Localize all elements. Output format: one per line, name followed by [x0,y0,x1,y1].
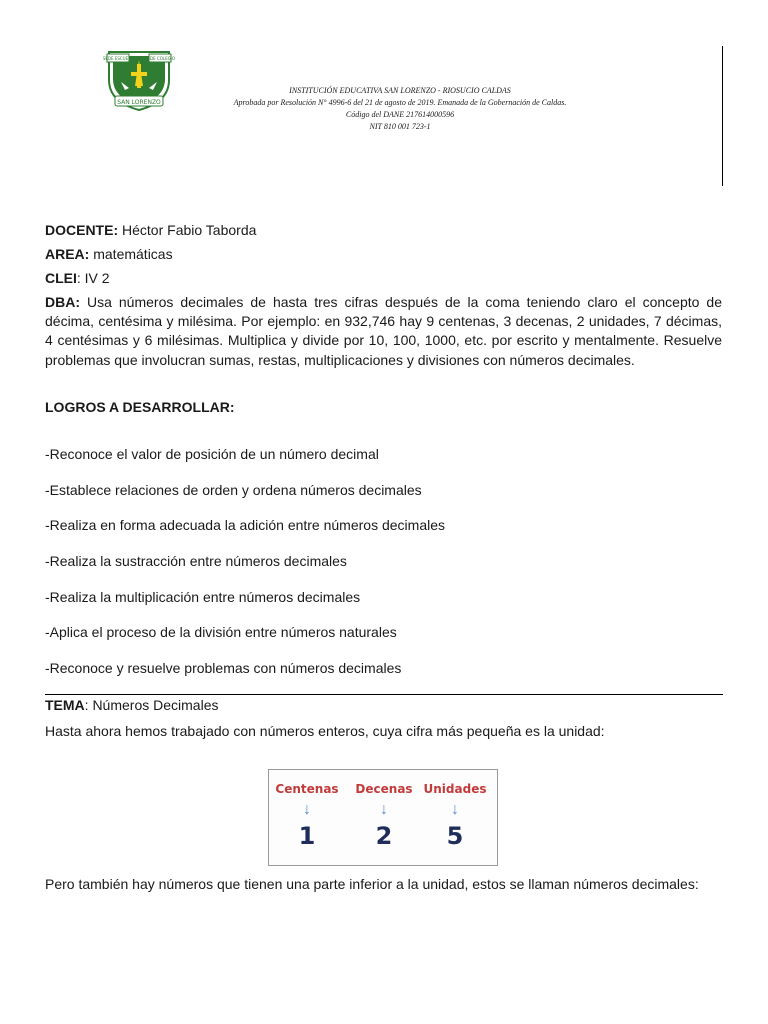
dba-label: DBA: [45,294,80,310]
down-arrow-icon: ↓ [380,801,388,818]
header-dane-code: Código del DANE 217614000596 [345,110,455,119]
down-arrow-icon: ↓ [303,801,311,818]
down-arrow-icon: ↓ [451,801,459,818]
figure-digit: 5 [446,822,464,850]
clei-label: CLEI [45,270,77,286]
header-resolution: Aprobada por Resolución N° 4996-6 del 21 de agosto de 2019. Emanada de la Gobernación de Caldas. [233,98,567,107]
logro-item: -Establece relaciones de orden y ordena números decimales [45,482,422,498]
section-divider [45,694,723,695]
figure-head: Unidades [423,782,487,796]
logro-item: -Reconoce y resuelve problemas con números decimales [45,660,402,676]
area-label: AREA: [45,246,90,262]
figure-column-unidades [417,782,493,850]
figure-column-decenas [346,782,422,850]
logro-item: -Realiza la multiplicación entre números decimales [45,589,361,605]
figure-digit: 2 [375,822,393,850]
tema-intro: Hasta ahora hemos trabajado con números enteros, cuya cifra más pequeña es la unidad: [45,723,605,739]
docente-line [45,221,722,240]
logro-item: -Realiza en forma adecuada la adición entre números decimales [45,517,445,533]
logro-item: -Realiza la sustracción entre números decimales [45,553,347,569]
header-nit: NIT 810 001 723-1 [369,122,431,131]
dba-paragraph [45,293,722,370]
clei-line [45,269,722,288]
tema-line [45,696,722,715]
figure-column-centenas [269,782,345,850]
logros-title: LOGROS A DESARROLLAR: [45,399,235,415]
header-institution: INSTITUCIÓN EDUCATIVA SAN LORENZO - RIOSUCIO CALDAS [289,86,511,95]
area-value: matemáticas [89,246,173,262]
docente-value: Héctor Fabio Taborda [118,222,257,238]
figure-digit: 1 [298,822,316,850]
logo-text-left: SEDE ESCUELA [103,56,134,61]
clei-value: : IV 2 [76,270,110,286]
logo-text-right: SEDE COLEGIO [144,56,175,61]
logo-text-bottom: SAN LORENZO [117,99,161,106]
tema-outro: Pero también hay números que tienen una parte inferior a la unidad, estos se llaman números decimales: [45,876,699,892]
tema-label: TEMA [45,697,85,713]
logro-item: -Aplica el proceso de la división entre números naturales [45,624,397,640]
dba-value: Usa números decimales de hasta tres cifras después de la coma teniendo claro el concepto de décima, centésima y milésima. Por ejemplo: en 932,746 hay 9 centenas, 3 decenas, 2 unidades, 7 décimas, 4 centésimas y 6 milésimas. Multiplica y divide por 10, 100, 1000, etc. por escrito y mentalmente. Resuelve problemas que involucran sumas, restas, multiplicaciones y divisiones con números decimales. [45,294,722,368]
logro-item: -Reconoce el valor de posición de un número decimal [45,446,379,462]
header-vertical-rule [722,46,723,186]
tema-value: : Números Decimales [84,697,219,713]
figure-head: Decenas [355,782,413,796]
place-value-figure [268,769,498,866]
docente-label: DOCENTE: [45,222,119,238]
figure-head: Centenas [275,782,339,796]
area-line [45,245,722,264]
